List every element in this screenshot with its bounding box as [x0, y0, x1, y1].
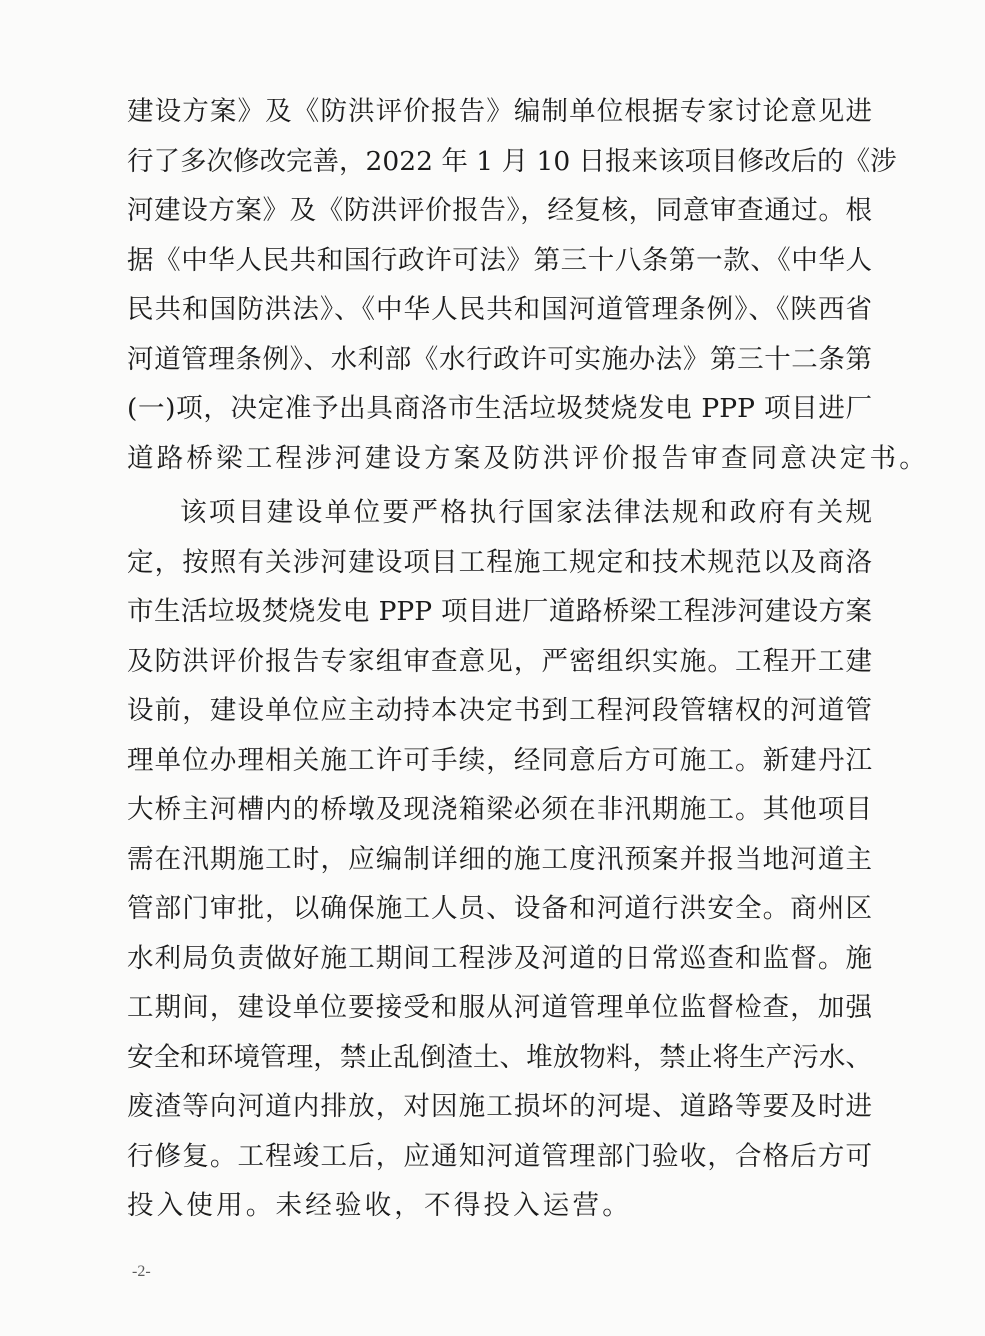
text-line: 行修复。工程竣工后，应通知河道管理部门验收，合格后方可 [127, 1140, 872, 1172]
text-line: (一)项，决定准予出具商洛市生活垃圾焚烧发电 PPP 项目进厂 [127, 393, 872, 424]
page-number: -2- [132, 1263, 151, 1280]
text-line: 工期间，建设单位要接受和服从河道管理单位监督检查，加强 [127, 992, 872, 1023]
text-line: 投入使用。未经验收，不得投入运营。 [127, 1190, 632, 1221]
text-line: 该项目建设单位要严格执行国家法律法规和政府有关规 [180, 497, 872, 528]
text-line: 需在汛期施工时，应编制详细的施工度汛预案并报当地河道主 [127, 843, 872, 875]
text-line: 民共和国防洪法》、《中华人民共和国河道管理条例》、《陕西省 [127, 294, 872, 325]
text-line: 水利局负责做好施工期间工程涉及河道的日常巡查和监督。施 [127, 942, 872, 974]
text-line: 及防洪评价报告专家组审查意见，严密组织实施。工程开工建 [127, 645, 872, 677]
text-line: 道路桥梁工程涉河建设方案及防洪评价报告审查同意决定书。 [127, 442, 929, 474]
text-line: 安全和环境管理，禁止乱倒渣土、堆放物料，禁止将生产污水、 [127, 1041, 872, 1073]
text-line: 行了多次修改完善，2022 年 1 月 10 日报来该项目修改后的《涉 [127, 145, 897, 177]
text-line: 河建设方案》及《防洪评价报告》，经复核，同意审查通过。根 [127, 195, 872, 226]
text-line: 建设方案》及《防洪评价报告》编制单位根据专家讨论意见进 [127, 96, 872, 127]
text-line: 大桥主河槽内的桥墩及现浇箱梁必须在非汛期施工。其他项目 [127, 794, 872, 825]
text-line: 设前，建设单位应主动持本决定书到工程河段管辖权的河道管 [127, 695, 872, 726]
text-line: 理单位办理相关施工许可手续，经同意后方可施工。新建丹江 [127, 744, 872, 776]
text-line: 管部门审批，以确保施工人员、设备和河道行洪安全。商州区 [127, 893, 872, 924]
text-line: 据《中华人民共和国行政许可法》第三十八条第一款、《中华人 [127, 244, 872, 276]
text-line: 定，按照有关涉河建设项目工程施工规定和技术规范以及商洛 [127, 546, 872, 578]
text-line: 市生活垃圾焚烧发电 PPP 项目进厂道路桥梁工程涉河建设方案 [127, 596, 872, 627]
text-line: 河道管理条例》、水利部《水行政许可实施办法》第三十二条第 [127, 343, 872, 375]
text-line: 废渣等向河道内排放，对因施工损坏的河堤、道路等要及时进 [127, 1091, 872, 1122]
